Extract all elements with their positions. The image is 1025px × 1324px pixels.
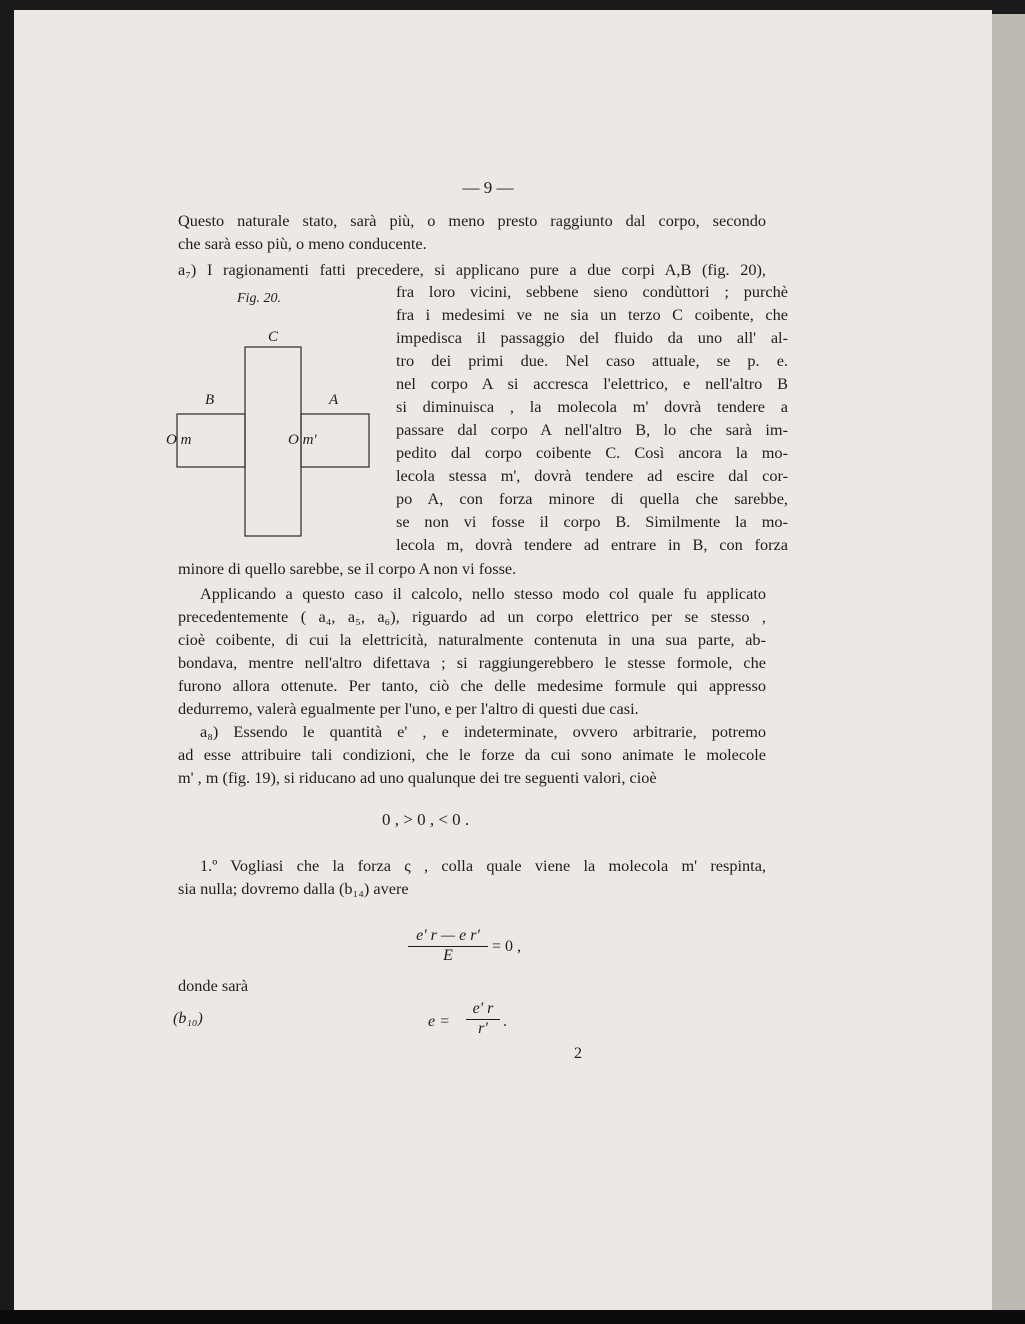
page-number: — 9 — — [462, 178, 514, 197]
text-line: lecola stessa m', dovrà tendere ad escire dal cor- — [396, 466, 788, 485]
text-line: nel corpo A si accresca l'elettrico, e nell'altro B — [396, 374, 788, 393]
text-line: cioè coibente, di cui la elettricità, naturalmente contenuta in una sua parte, ab- — [178, 630, 766, 649]
figure-caption: Fig. 20. — [237, 291, 281, 306]
equation-1-rhs: = 0 , — [492, 938, 522, 955]
equation-2-tag: (b₁₀) — [173, 1010, 203, 1027]
text-line: precedentemente ( a₄, a₅, a₆), riguardo ad un corpo elettrico per se stesso , — [178, 607, 766, 626]
text-line: furono allora ottenute. Per tanto, ciò che delle medesime formule qui appresso — [178, 676, 766, 695]
text-line: tro dei primi due. Nel caso attuale, se p. e. — [396, 351, 788, 370]
text-line: ad esse attribuire tali condizioni, che le forze da cui sono animate le molecole — [178, 745, 766, 764]
text-line: sia nulla; dovremo dalla (b₁₄) avere — [178, 879, 409, 898]
text-line: pedito dal corpo coibente C. Così ancora la mo- — [396, 443, 788, 462]
figure-label-m-prime: O m' — [288, 432, 317, 448]
figure-label-b: B — [205, 392, 215, 408]
text-line: che sarà esso più, o meno conducente. — [178, 234, 427, 253]
text-line: donde sarà — [178, 976, 249, 995]
text-line: a₇) I ragionamenti fatti precedere, si applicano pure a due corpi A,B (fig. 20), — [178, 260, 766, 279]
page-edge — [992, 14, 1025, 1310]
text-line: fra loro vicini, sebbene sieno condùttori ; purchè — [396, 282, 788, 301]
text-line: minore di quello sarebbe, se il corpo A non vi fosse. — [178, 559, 517, 578]
equation-1 — [408, 927, 488, 965]
sheet-number: 2 — [574, 1045, 582, 1062]
values-row: 0 , > 0 , < 0 . — [382, 810, 470, 829]
text-line: po A, con forza minore di quella che sarebbe, — [396, 489, 788, 508]
text-line: bondava, mentre nell'altro difettava ; si raggiungerebbero le stesse formole, che — [178, 653, 766, 672]
text-line: passare dal corpo A nell'altro B, lo che sarà im- — [396, 420, 788, 439]
equation-1-denominator: E — [443, 947, 453, 964]
figure-label-m: O m — [166, 432, 192, 448]
text-line: m' , m (fig. 19), si riducano ad uno qualunque dei tre seguenti valori, cioè — [178, 768, 657, 787]
figure-20 — [162, 291, 392, 577]
figure-label-c: C — [268, 329, 279, 345]
text-line: 1.º Vogliasi che la forza ς , colla quale viene la molecola m' respinta, — [200, 856, 766, 875]
text-line: dedurremo, valerà egualmente per l'uno, e per l'altro di questi due casi. — [178, 699, 639, 718]
text-line: lecola m, dovrà tendere ad entrare in B, con forza — [396, 535, 788, 554]
text-line: impedisca il passaggio del fluido da uno all' al- — [396, 328, 788, 347]
text-line: se non vi fosse il corpo B. Similmente la mo- — [396, 512, 788, 531]
text-line: si diminuisca , la molecola m' dovrà tendere a — [396, 397, 788, 416]
equation-2-numerator: e' r — [466, 1000, 500, 1020]
equation-2-lhs: e = — [428, 1013, 450, 1030]
text-line: Questo naturale stato, sarà più, o meno presto raggiunto dal corpo, secondo — [178, 211, 766, 230]
equation-2-end: . — [503, 1013, 507, 1030]
text-line: a₈) Essendo le quantità e' , e indeterminate, ovvero arbitrarie, potremo — [200, 722, 766, 741]
text-line: Applicando a questo caso il calcolo, nello stesso modo col quale fu applicato — [200, 584, 766, 603]
equation-2-denominator: r' — [478, 1020, 488, 1037]
text-line: fra i medesimi ve ne sia un terzo C coibente, che — [396, 305, 788, 324]
equation-2-fraction — [466, 1000, 500, 1038]
scan-border — [0, 1310, 1025, 1324]
figure-label-a: A — [329, 392, 339, 408]
equation-1-numerator: e' r — e r' — [408, 927, 488, 947]
